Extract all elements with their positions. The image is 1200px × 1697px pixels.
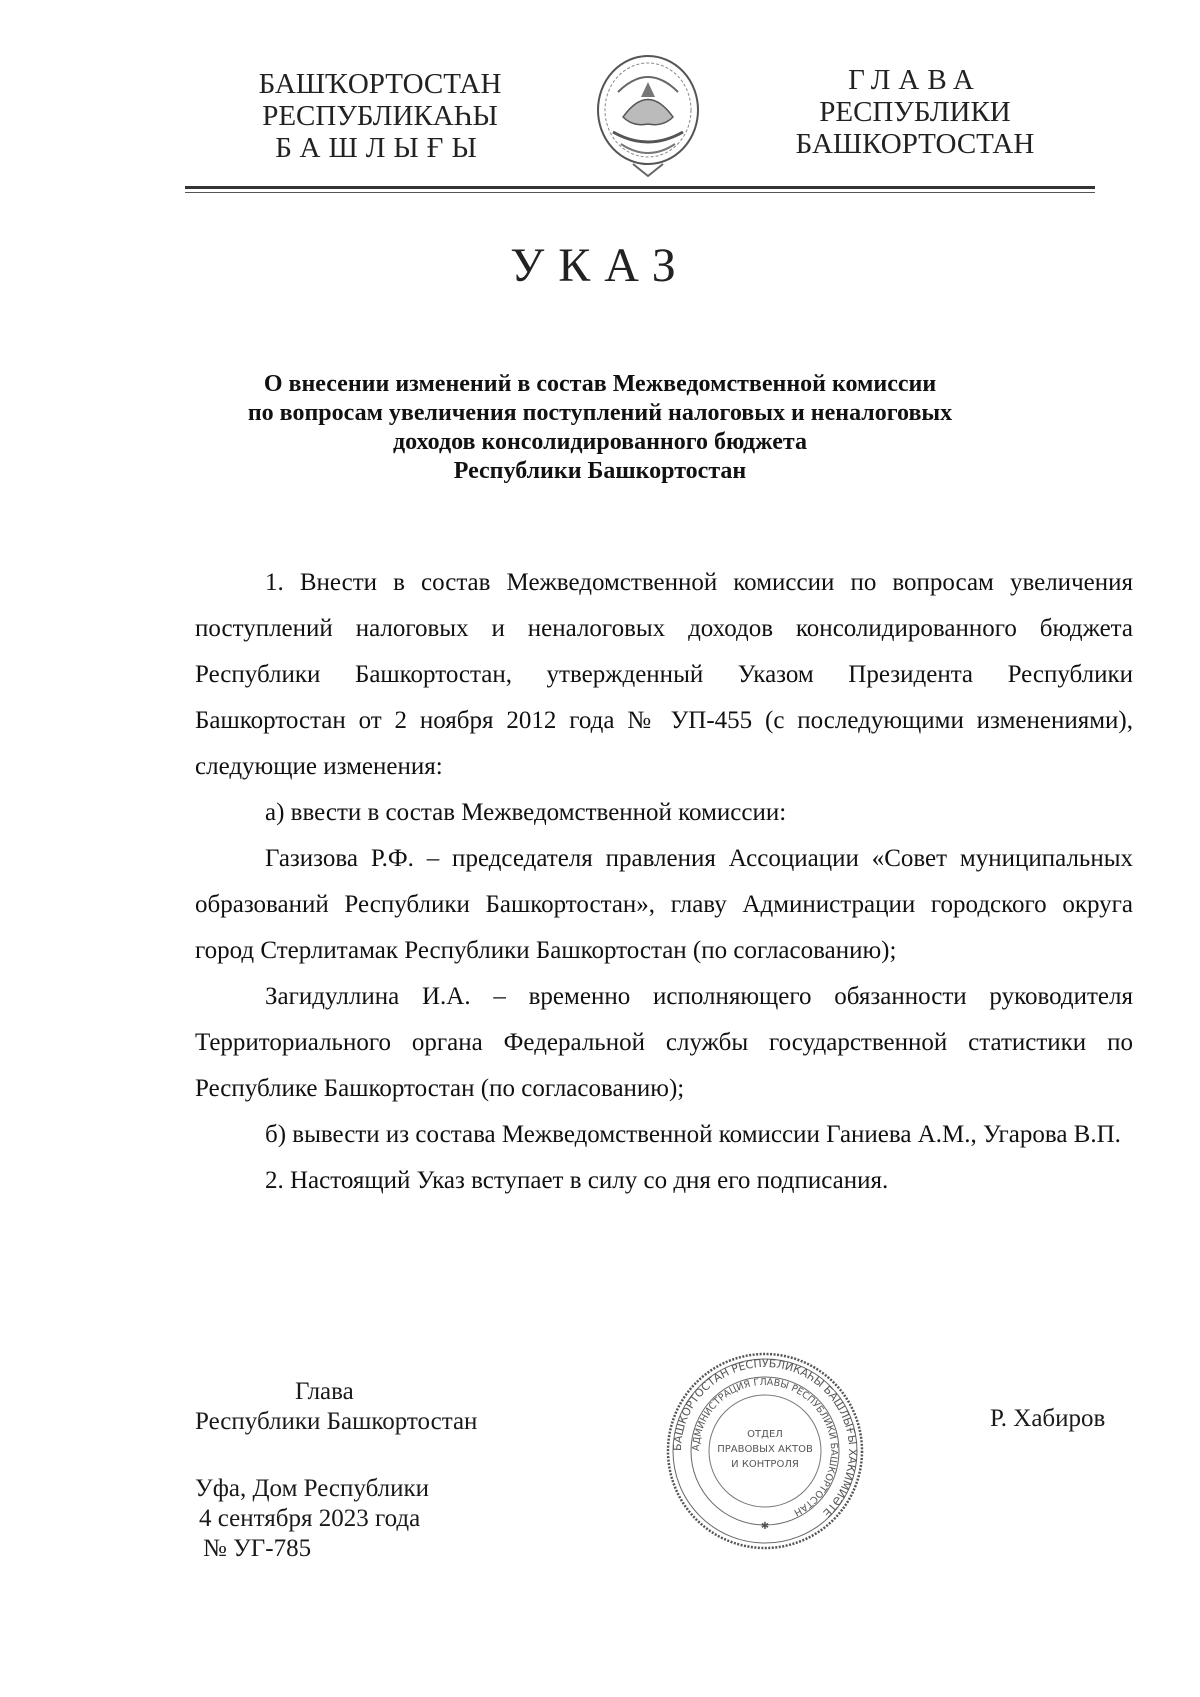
stamp-center-line-3: И КОНТРОЛЯ xyxy=(731,1459,799,1470)
document-subject xyxy=(200,370,1000,486)
date-line: 4 сентября 2023 года xyxy=(199,1505,421,1532)
stamp-star-icon: ✱ xyxy=(760,1521,770,1532)
subject-line-1: О внесении изменений в состав Межведомственной комиссии xyxy=(263,371,937,397)
signatory-name: Р. Хабиров xyxy=(990,1405,1106,1432)
paragraph-4: Загидуллина И.А. – временно исполняющего обязанности руководителя Территориального органа Федеральной службы государственной статистики по Республике Башкортостан (по согласованию); xyxy=(195,983,1133,1102)
header-left-block xyxy=(235,68,525,164)
paragraph-3: Газизова Р.Ф. – председателя правления Ассоциации «Совет муниципальных образований Республики Башкортостан», главу Администрации городского округа город Стерлитамак Республики Башкортостан (по согласованию); xyxy=(195,845,1133,964)
header-left-line-2: РЕСПУБЛИКАҺЫ xyxy=(262,100,498,132)
decree-number: № УГ-785 xyxy=(203,1535,312,1562)
document-body xyxy=(195,560,1133,1204)
stamp-ring-outer-text: БАШКОРТОСТАН РЕСПУБЛИКАҺЫ БАШЛЫҒЫ ХАКИМИӘТЕ xyxy=(670,1356,860,1520)
stamp-ring-inner-text: АДМИНИСТРАЦИЯ ГЛАВЫ РЕСПУБЛИКИ БАШКОРТОСТАН xyxy=(690,1376,840,1518)
signature-position xyxy=(195,1377,555,1437)
place-date-block xyxy=(195,1474,525,1564)
header-right-block xyxy=(765,64,1065,160)
paragraph-6: 2. Настоящий Указ вступает в силу со дня его подписания. xyxy=(265,1167,889,1194)
paragraph-5: б) вывести из состава Межведомственной комиссии Ганиева А.М., Угарова В.П. xyxy=(265,1121,1121,1148)
header-left-line-1: БАШҠОРТОСТАН xyxy=(258,68,502,100)
header-right-line-3: БАШКОРТОСТАН xyxy=(795,128,1035,160)
subject-line-2: по вопросам увеличения поступлений налоговых и неналоговых xyxy=(247,400,953,426)
document-title: УКАЗ xyxy=(510,239,690,292)
header-rule-thick xyxy=(185,186,1095,189)
subject-line-3: доходов консолидированного бюджета xyxy=(393,429,807,455)
official-stamp xyxy=(665,1351,865,1551)
stamp-center-line-1: ОТДЕЛ xyxy=(747,1429,783,1440)
stamp-center-line-2: ПРАВОВЫХ АКТОВ xyxy=(717,1444,813,1455)
paragraph-2: а) ввести в состав Межведомственной комиссии: xyxy=(265,799,787,826)
place-line: Уфа, Дом Республики xyxy=(195,1475,430,1502)
header-rule-thin xyxy=(185,192,1095,193)
header-left-line-3: БАШЛЫҒЫ xyxy=(275,132,485,164)
header-right-line-1: ГЛАВА xyxy=(848,64,982,96)
header-right-line-2: РЕСПУБЛИКИ xyxy=(819,96,1011,128)
signature-position-line-2: Республики Башкортостан xyxy=(195,1408,478,1435)
paragraph-1: 1. Внести в состав Межведомственной комиссии по вопросам увеличения поступлений налоговых и неналоговых доходов консолидированного бюджета Республики Башкортостан, утвержденный Указом Президента Республики Башкортостан от 2 ноября 2012 года № УП-455 (с последующими изменениями), следующие изменения: xyxy=(195,569,1133,780)
coat-of-arms-emblem xyxy=(593,52,703,180)
subject-line-4: Республики Башкортостан xyxy=(453,458,747,484)
signature-position-line-1: Глава xyxy=(295,1378,354,1405)
